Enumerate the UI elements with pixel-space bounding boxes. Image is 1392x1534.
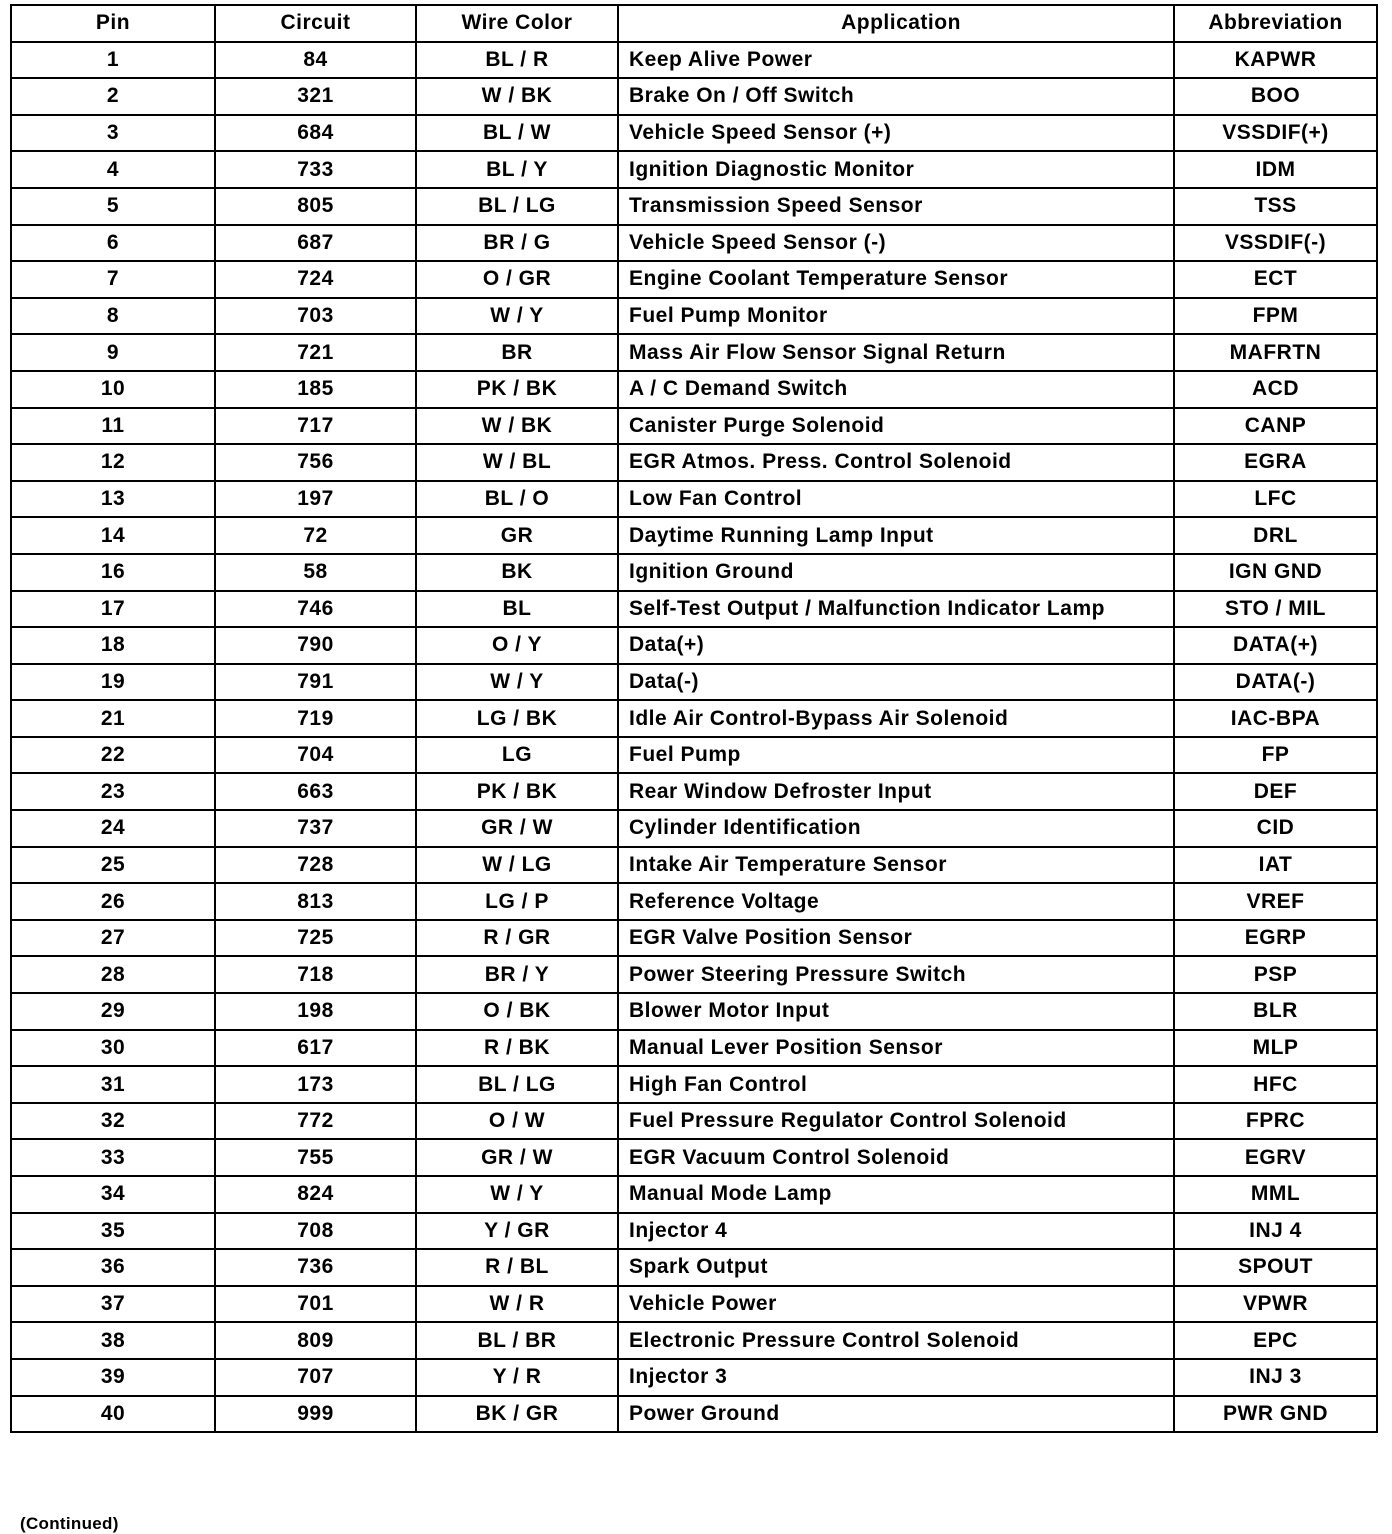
cell-circuit: 173 [215,1066,416,1103]
cell-pin: 4 [11,151,215,188]
cell-abbreviation: DEF [1174,773,1377,810]
cell-circuit: 746 [215,591,416,628]
cell-abbreviation: DATA(-) [1174,664,1377,701]
cell-application: Ignition Ground [618,554,1174,591]
header-application: Application [618,5,1174,42]
cell-abbreviation: CID [1174,810,1377,847]
table-row [11,334,1377,371]
cell-application: Daytime Running Lamp Input [618,517,1174,554]
table-row [11,1030,1377,1067]
cell-circuit: 703 [215,298,416,335]
cell-abbreviation: ECT [1174,261,1377,298]
table-row [11,920,1377,957]
cell-application: Intake Air Temperature Sensor [618,847,1174,884]
table-row [11,883,1377,920]
cell-circuit: 684 [215,115,416,152]
cell-circuit: 717 [215,408,416,445]
cell-circuit: 737 [215,810,416,847]
cell-application: Rear Window Defroster Input [618,773,1174,810]
table-row [11,1249,1377,1286]
cell-application: Blower Motor Input [618,993,1174,1030]
table-row [11,78,1377,115]
cell-wire-color: R / BK [416,1030,618,1067]
cell-application: EGR Atmos. Press. Control Solenoid [618,444,1174,481]
cell-circuit: 805 [215,188,416,225]
cell-wire-color: GR / W [416,1139,618,1176]
cell-application: Electronic Pressure Control Solenoid [618,1322,1174,1359]
cell-circuit: 718 [215,956,416,993]
cell-wire-color: BL / Y [416,151,618,188]
cell-circuit: 809 [215,1322,416,1359]
cell-circuit: 724 [215,261,416,298]
cell-abbreviation: VPWR [1174,1286,1377,1323]
header-row [11,5,1377,42]
cell-application: Keep Alive Power [618,42,1174,79]
cell-circuit: 725 [215,920,416,957]
table-row [11,1103,1377,1140]
cell-pin: 10 [11,371,215,408]
cell-pin: 37 [11,1286,215,1323]
cell-abbreviation: FPRC [1174,1103,1377,1140]
table-row [11,554,1377,591]
cell-pin: 34 [11,1176,215,1213]
cell-abbreviation: IAC-BPA [1174,700,1377,737]
cell-abbreviation: VSSDIF(+) [1174,115,1377,152]
cell-application: Reference Voltage [618,883,1174,920]
cell-application: Mass Air Flow Sensor Signal Return [618,334,1174,371]
cell-pin: 19 [11,664,215,701]
cell-abbreviation: IAT [1174,847,1377,884]
cell-wire-color: W / BK [416,408,618,445]
cell-wire-color: BL / BR [416,1322,618,1359]
cell-circuit: 687 [215,225,416,262]
cell-abbreviation: CANP [1174,408,1377,445]
cell-pin: 1 [11,42,215,79]
cell-application: Low Fan Control [618,481,1174,518]
table-row [11,371,1377,408]
cell-circuit: 790 [215,627,416,664]
cell-application: EGR Vacuum Control Solenoid [618,1139,1174,1176]
cell-abbreviation: TSS [1174,188,1377,225]
cell-application: Engine Coolant Temperature Sensor [618,261,1174,298]
cell-application: EGR Valve Position Sensor [618,920,1174,957]
header-pin: Pin [11,5,215,42]
cell-application: Manual Mode Lamp [618,1176,1174,1213]
cell-pin: 16 [11,554,215,591]
cell-abbreviation: MLP [1174,1030,1377,1067]
table-row [11,1359,1377,1396]
cell-abbreviation: MML [1174,1176,1377,1213]
cell-wire-color: W / R [416,1286,618,1323]
cell-abbreviation: EGRA [1174,444,1377,481]
table-row [11,1139,1377,1176]
cell-wire-color: W / LG [416,847,618,884]
cell-pin: 13 [11,481,215,518]
table-row [11,847,1377,884]
cell-pin: 39 [11,1359,215,1396]
table-row [11,700,1377,737]
cell-wire-color: BR / Y [416,956,618,993]
cell-abbreviation: EPC [1174,1322,1377,1359]
cell-application: Manual Lever Position Sensor [618,1030,1174,1067]
cell-wire-color: BL / W [416,115,618,152]
cell-abbreviation: PSP [1174,956,1377,993]
table-row [11,42,1377,79]
continued-note: (Continued) [20,1514,119,1533]
cell-pin: 9 [11,334,215,371]
cell-circuit: 824 [215,1176,416,1213]
cell-circuit: 728 [215,847,416,884]
cell-circuit: 813 [215,883,416,920]
table-row [11,1396,1377,1433]
table-body [11,42,1377,1433]
cell-pin: 31 [11,1066,215,1103]
cell-abbreviation: INJ 3 [1174,1359,1377,1396]
cell-wire-color: BL / LG [416,1066,618,1103]
cell-pin: 7 [11,261,215,298]
cell-wire-color: BR / G [416,225,618,262]
cell-circuit: 755 [215,1139,416,1176]
table-row [11,188,1377,225]
cell-application: Ignition Diagnostic Monitor [618,151,1174,188]
cell-circuit: 197 [215,481,416,518]
cell-wire-color: BK [416,554,618,591]
cell-application: Vehicle Power [618,1286,1174,1323]
cell-abbreviation: FP [1174,737,1377,774]
cell-circuit: 185 [215,371,416,408]
cell-application: Transmission Speed Sensor [618,188,1174,225]
table-row [11,1286,1377,1323]
header-wire-color: Wire Color [416,5,618,42]
table-row [11,956,1377,993]
cell-pin: 23 [11,773,215,810]
cell-pin: 27 [11,920,215,957]
cell-abbreviation: KAPWR [1174,42,1377,79]
cell-wire-color: W / Y [416,664,618,701]
cell-abbreviation: DRL [1174,517,1377,554]
cell-application: Fuel Pressure Regulator Control Solenoid [618,1103,1174,1140]
cell-application: A / C Demand Switch [618,371,1174,408]
cell-application: Data(+) [618,627,1174,664]
cell-application: Vehicle Speed Sensor (+) [618,115,1174,152]
cell-pin: 35 [11,1213,215,1250]
cell-circuit: 756 [215,444,416,481]
cell-wire-color: BL / O [416,481,618,518]
cell-abbreviation: INJ 4 [1174,1213,1377,1250]
table-row [11,627,1377,664]
cell-abbreviation: MAFRTN [1174,334,1377,371]
cell-abbreviation: ACD [1174,371,1377,408]
cell-wire-color: BR [416,334,618,371]
cell-pin: 12 [11,444,215,481]
cell-circuit: 72 [215,517,416,554]
cell-application: Vehicle Speed Sensor (-) [618,225,1174,262]
cell-wire-color: PK / BK [416,773,618,810]
cell-abbreviation: VSSDIF(-) [1174,225,1377,262]
cell-application: Idle Air Control-Bypass Air Solenoid [618,700,1174,737]
cell-abbreviation: BLR [1174,993,1377,1030]
cell-application: High Fan Control [618,1066,1174,1103]
cell-pin: 21 [11,700,215,737]
cell-circuit: 733 [215,151,416,188]
table-row [11,737,1377,774]
cell-wire-color: W / BK [416,78,618,115]
header-circuit: Circuit [215,5,416,42]
cell-wire-color: O / BK [416,993,618,1030]
cell-wire-color: O / Y [416,627,618,664]
cell-pin: 25 [11,847,215,884]
cell-application: Power Ground [618,1396,1174,1433]
cell-wire-color: PK / BK [416,371,618,408]
cell-application: Data(-) [618,664,1174,701]
cell-application: Brake On / Off Switch [618,78,1174,115]
cell-circuit: 704 [215,737,416,774]
cell-circuit: 791 [215,664,416,701]
cell-wire-color: LG / P [416,883,618,920]
table-row [11,481,1377,518]
table-row [11,1176,1377,1213]
cell-application: Spark Output [618,1249,1174,1286]
cell-circuit: 58 [215,554,416,591]
table-row [11,408,1377,445]
cell-circuit: 708 [215,1213,416,1250]
table-row [11,444,1377,481]
table-row [11,1066,1377,1103]
cell-pin: 2 [11,78,215,115]
cell-wire-color: R / BL [416,1249,618,1286]
cell-abbreviation: FPM [1174,298,1377,335]
cell-pin: 11 [11,408,215,445]
cell-pin: 26 [11,883,215,920]
cell-abbreviation: HFC [1174,1066,1377,1103]
cell-circuit: 321 [215,78,416,115]
table-row [11,298,1377,335]
cell-wire-color: BK / GR [416,1396,618,1433]
cell-circuit: 721 [215,334,416,371]
table-row [11,810,1377,847]
cell-pin: 33 [11,1139,215,1176]
header-abbreviation: Abbreviation [1174,5,1377,42]
cell-pin: 24 [11,810,215,847]
cell-circuit: 736 [215,1249,416,1286]
cell-wire-color: BL [416,591,618,628]
table-row [11,225,1377,262]
cell-pin: 30 [11,1030,215,1067]
table-row [11,664,1377,701]
table-row [11,151,1377,188]
cell-pin: 22 [11,737,215,774]
cell-wire-color: W / Y [416,1176,618,1213]
cell-application: Fuel Pump Monitor [618,298,1174,335]
cell-abbreviation: EGRV [1174,1139,1377,1176]
cell-application: Fuel Pump [618,737,1174,774]
table-row [11,1322,1377,1359]
cell-wire-color: Y / R [416,1359,618,1396]
table-row [11,1213,1377,1250]
cell-wire-color: LG [416,737,618,774]
cell-abbreviation: VREF [1174,883,1377,920]
cell-application: Injector 3 [618,1359,1174,1396]
cell-abbreviation: LFC [1174,481,1377,518]
cell-wire-color: W / BL [416,444,618,481]
cell-abbreviation: STO / MIL [1174,591,1377,628]
cell-circuit: 707 [215,1359,416,1396]
cell-wire-color: BL / LG [416,188,618,225]
cell-application: Canister Purge Solenoid [618,408,1174,445]
cell-pin: 32 [11,1103,215,1140]
cell-pin: 6 [11,225,215,262]
cell-abbreviation: BOO [1174,78,1377,115]
cell-circuit: 701 [215,1286,416,1323]
cell-abbreviation: PWR GND [1174,1396,1377,1433]
table-row [11,115,1377,152]
cell-wire-color: GR [416,517,618,554]
cell-circuit: 84 [215,42,416,79]
cell-pin: 14 [11,517,215,554]
cell-pin: 40 [11,1396,215,1433]
cell-wire-color: GR / W [416,810,618,847]
cell-circuit: 999 [215,1396,416,1433]
cell-wire-color: LG / BK [416,700,618,737]
cell-abbreviation: IGN GND [1174,554,1377,591]
cell-pin: 28 [11,956,215,993]
cell-wire-color: BL / R [416,42,618,79]
cell-abbreviation: EGRP [1174,920,1377,957]
cell-wire-color: R / GR [416,920,618,957]
table-row [11,517,1377,554]
cell-pin: 5 [11,188,215,225]
cell-application: Power Steering Pressure Switch [618,956,1174,993]
cell-circuit: 719 [215,700,416,737]
cell-abbreviation: DATA(+) [1174,627,1377,664]
cell-application: Self-Test Output / Malfunction Indicator Lamp [618,591,1174,628]
cell-circuit: 198 [215,993,416,1030]
cell-abbreviation: IDM [1174,151,1377,188]
cell-pin: 29 [11,993,215,1030]
cell-wire-color: O / W [416,1103,618,1140]
cell-pin: 8 [11,298,215,335]
cell-wire-color: Y / GR [416,1213,618,1250]
cell-application: Injector 4 [618,1213,1174,1250]
cell-circuit: 772 [215,1103,416,1140]
cell-pin: 36 [11,1249,215,1286]
pin-table [10,4,1378,1433]
cell-circuit: 617 [215,1030,416,1067]
cell-wire-color: W / Y [416,298,618,335]
table-row [11,993,1377,1030]
table-row [11,261,1377,298]
cell-abbreviation: SPOUT [1174,1249,1377,1286]
cell-application: Cylinder Identification [618,810,1174,847]
cell-pin: 17 [11,591,215,628]
cell-pin: 38 [11,1322,215,1359]
table-row [11,773,1377,810]
cell-circuit: 663 [215,773,416,810]
cell-pin: 3 [11,115,215,152]
table-row [11,591,1377,628]
cell-pin: 18 [11,627,215,664]
cell-wire-color: O / GR [416,261,618,298]
